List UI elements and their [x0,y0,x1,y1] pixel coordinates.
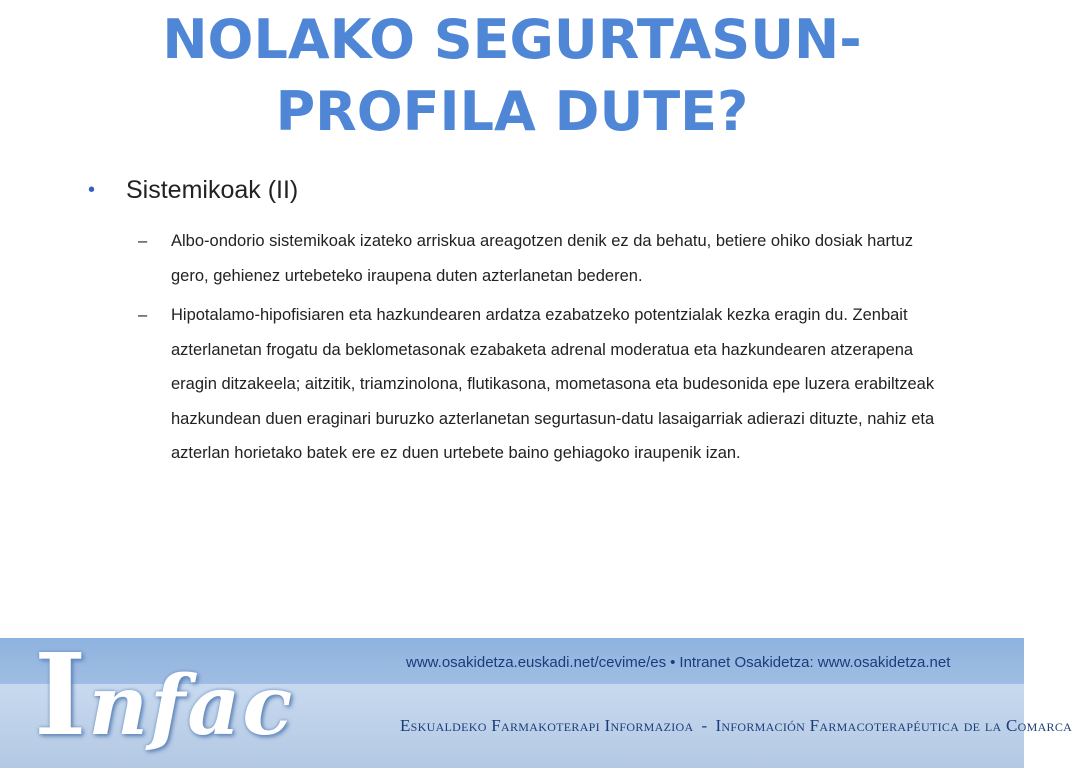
footer-link-cevime[interactable]: www.osakidetza.euskadi.net/cevime/es [406,654,667,671]
logo-initial: I [34,630,89,761]
footer-info-separator: - [701,716,708,735]
infac-logo-text [34,630,295,761]
slide-title-line-1: NOLAKO SEGURTASUN- [162,8,862,71]
sub-bullet-text: Albo-ondorio sistemikoak izateko arriskua areagotzen denik ez da behatu, betiere ohiko dosiak hartuz gero, gehienez urtebeteko iraupena duten azterlanetan bederen. [171,232,914,285]
slide-title-line-2: PROFILA DUTE? [275,80,749,143]
bullet-dot-icon: • [88,179,96,201]
dash-icon: – [138,232,148,250]
footer-info-basque: Eskualdeko Farmakoterapi Informazioa [400,716,694,735]
dash-icon: – [138,306,148,324]
logo-rest: nfac [88,658,295,754]
footer-link-intranet[interactable]: Intranet Osakidetza: www.osakidetza.net [679,654,951,671]
footer-info-spanish: Información Farmacoterapéutica de la Comarca [715,716,1072,735]
slide-title [40,4,984,148]
infac-logo [34,630,334,764]
footer-links [406,652,950,674]
footer-info [400,713,1072,739]
footer-link-separator: • [670,654,676,671]
sub-bullet-text: Hipotalamo-hipofisiaren eta hazkundearen ardatza ezabatzeko potentzialak kezka eragin du. Zenbait azterlanetan frogatu da beklometasonak ezabaketa adrenal moderatua eta hazkundearen atzerapena eragin ditzakeela; aitzitik, triamzinolona, flutikasona, mometasona eta budesonida epe luzera erabiltzeak hazkundean duen eraginari buruzko azterlanetan segurtasun-datu lasaigarriak adierazi dituzte, nahiz eta azterlan horietako batek ere ez duen urtebete baino gehiagoko iraupenik izan. [171,306,935,462]
bullet-label: Sistemikoak (II) [126,176,299,204]
